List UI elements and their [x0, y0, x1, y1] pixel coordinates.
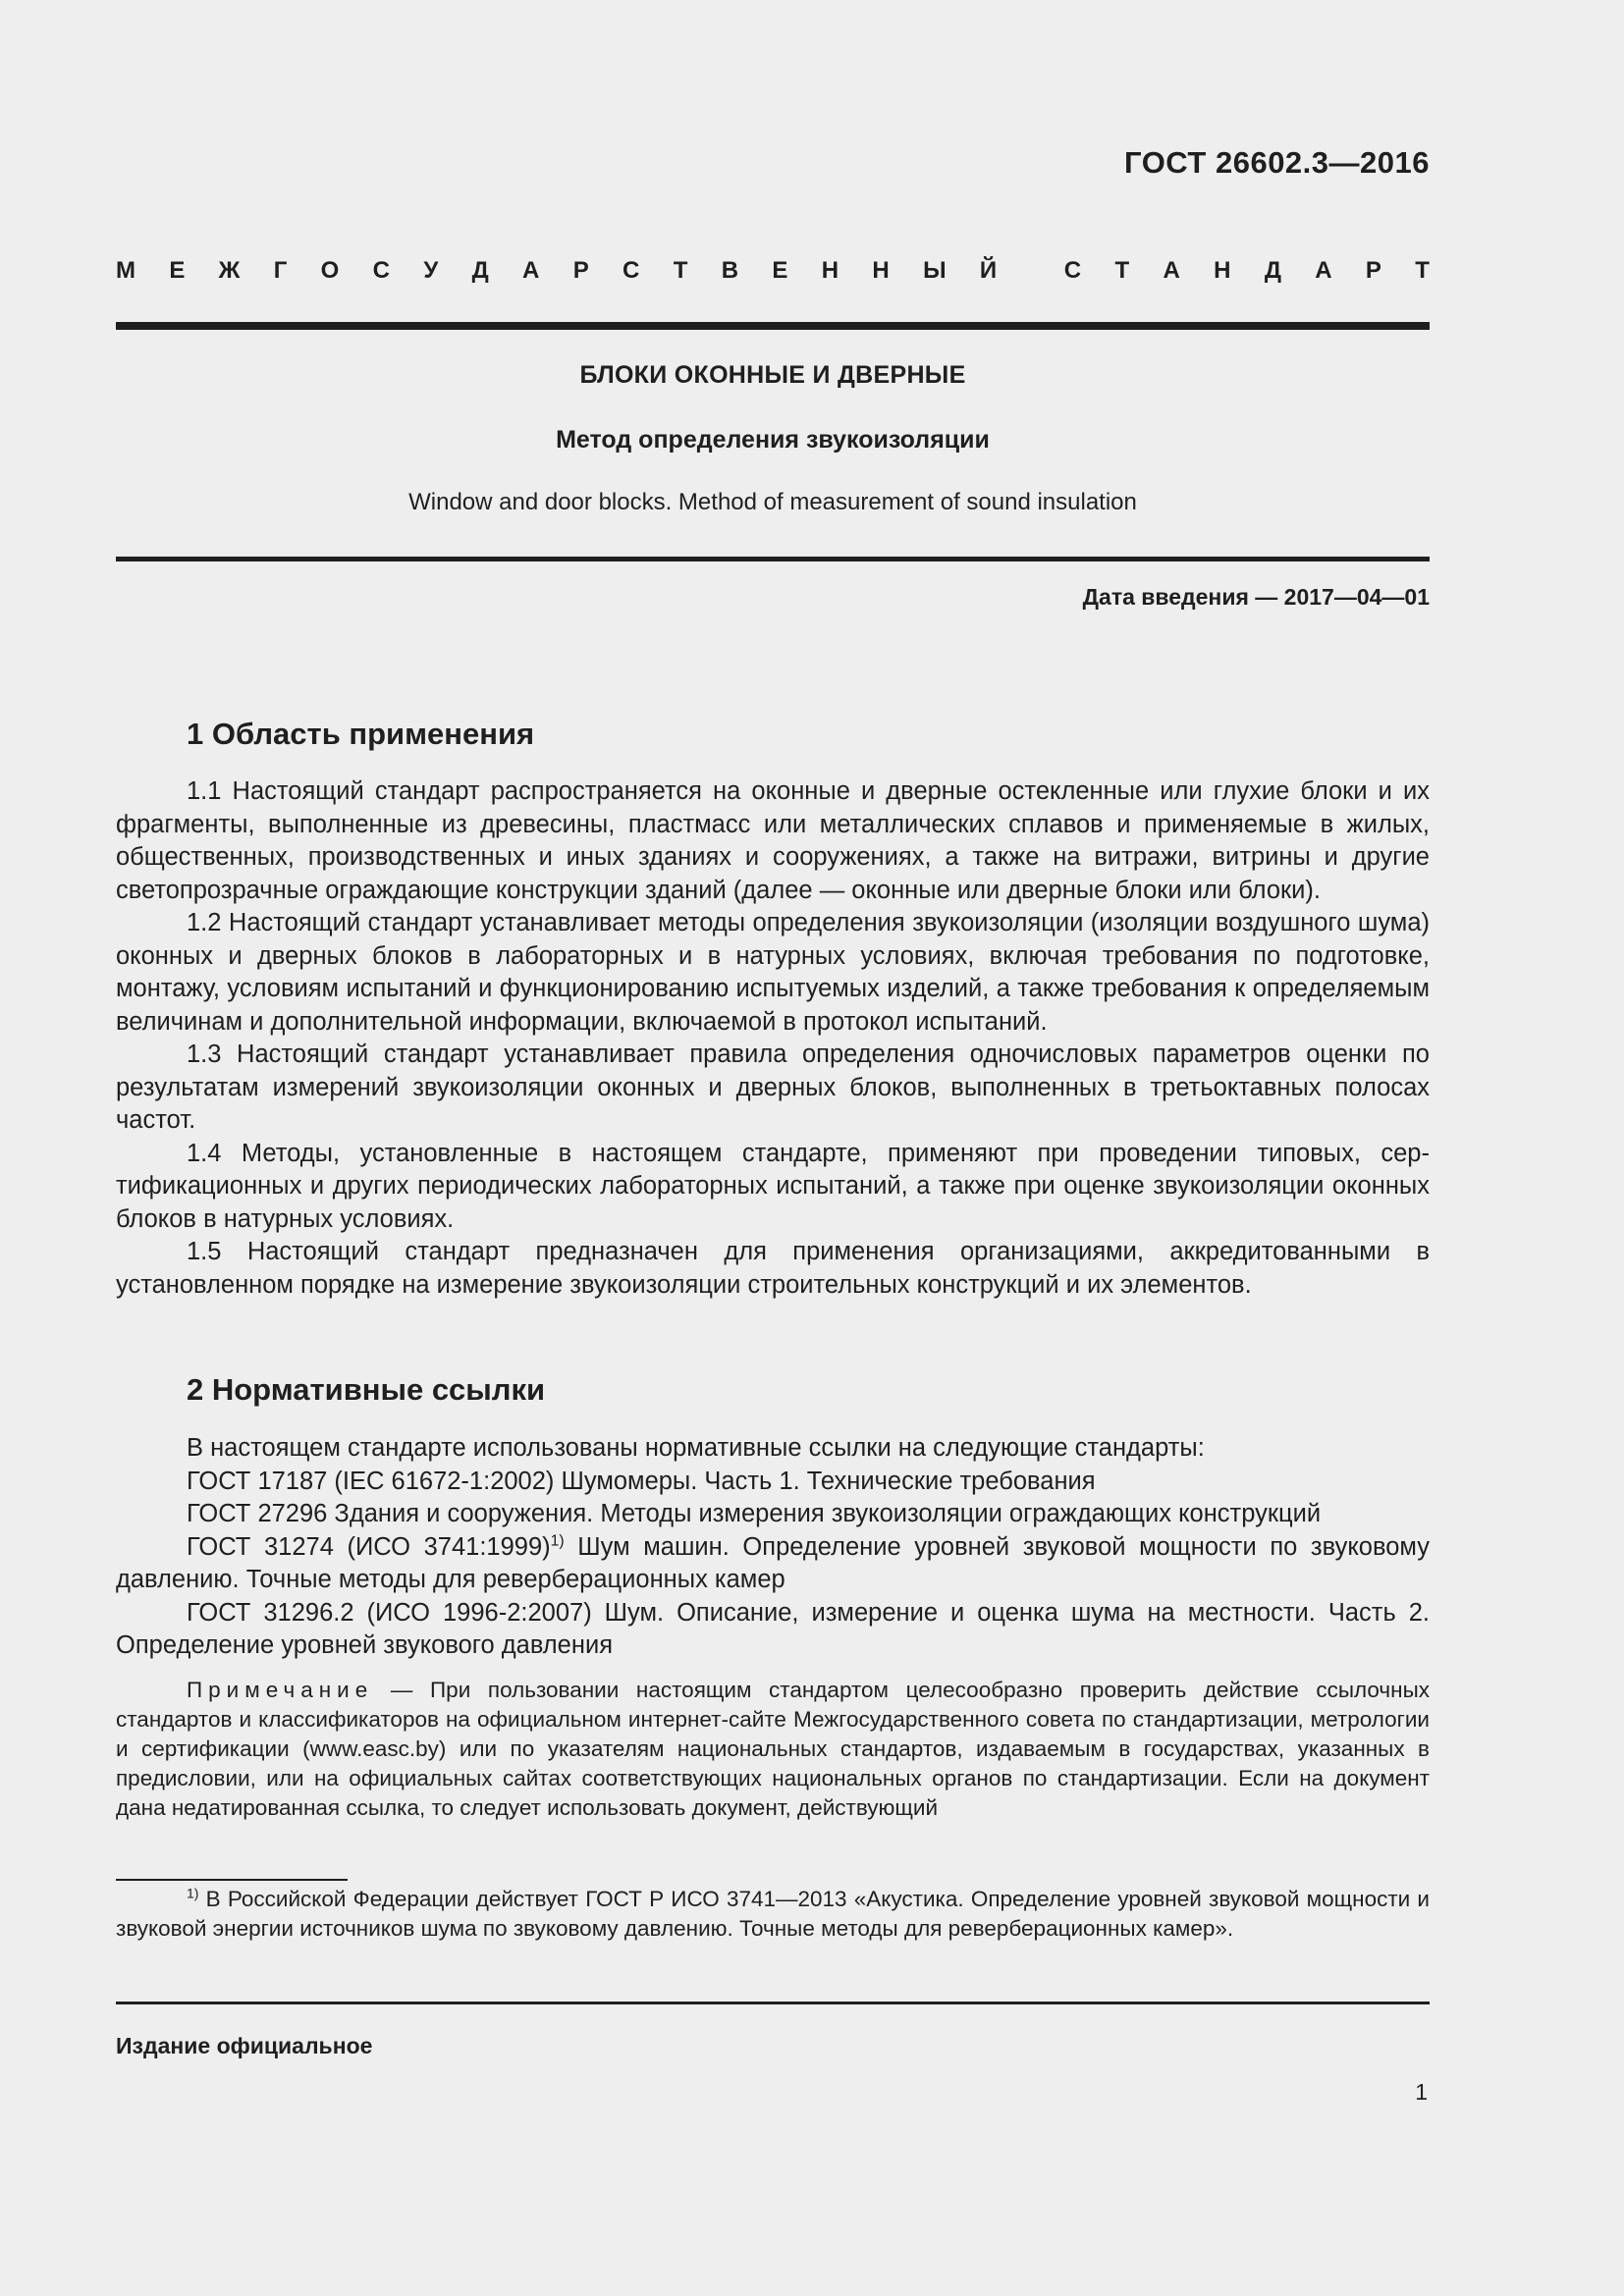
footnote [116, 1885, 1430, 1944]
heading-letter: М [116, 257, 135, 284]
heading-letter: Т [673, 257, 688, 284]
heading-letter: Ж [218, 257, 241, 284]
heading-letter: Р [1365, 257, 1381, 284]
paragraph-1-5: 1.5 Настоящий стандарт предназначен для применения организациями, аккредитованными в установленном порядке на измерение звукоизоляции строительных конструкций и их элементов. [116, 1238, 1430, 1299]
heading-letter: Д [471, 257, 489, 284]
standard-code: ГОСТ 26602.3—2016 [1124, 145, 1430, 180]
heading-letter: А [1315, 257, 1332, 284]
heading-letter: А [1163, 257, 1180, 284]
official-edition-label: Издание официальное [116, 2033, 373, 2058]
paragraph-1-2: 1.2 Настоящий стандарт устанавливает методы определения звукоизоляции (изоляции воздушного шума) оконных и дверных блоков в лабораторных и в натурных условиях, включая требования по подготовке, монтажу, условиям испытаний и функционированию испытуемых изделий, а также требования к определяемым величинам и дополнительной информации, включаемой в протокол испытаний. [116, 909, 1430, 1036]
paragraph-1-3: 1.3 Настоящий стандарт устанавливает правила определения одночисловых параметров оценки по результатам измерений звукоизоляции оконных и дверных блоков, выполненных в третьоктавных полосах частот. [116, 1041, 1430, 1134]
heading-letter: А [522, 257, 540, 284]
heading-letter: Н [821, 257, 839, 284]
section-1-heading: 1 Область применения [187, 717, 535, 751]
section-1-body [116, 775, 1430, 1302]
reference-gost-31296-2: ГОСТ 31296.2 (ИСО 1996-2:2007) Шум. Описание, измерение и оценка шума на местности. Часть 2. Определение уровней звукового давления [116, 1598, 1430, 1659]
heading-letter: Н [1214, 257, 1231, 284]
paragraph-1-1: 1.1 Настоящий стандарт распространяется на оконные и дверные остекленные или глухие блоки и их фрагменты, выполненные из древесины, пластмасс или металлических сплавов и применяемые в жилых, общественных, производственных и иных зданиях и сооружениях, а также на витражи, витрины и другие светопрозрачные ограждающие конструкции зданий (далее — оконные или дверные блоки или блоки). [116, 777, 1430, 904]
note [116, 1676, 1430, 1823]
document-title: БЛОКИ ОКОННЫЕ И ДВЕРНЫЕ [579, 361, 966, 389]
footnote-ref-mark: 1) [550, 1532, 565, 1549]
reference-gost-17187: ГОСТ 17187 (IEC 61672-1:2002) Шумомеры. Часть 1. Технические требования [187, 1467, 1096, 1495]
reference-gost-27296: ГОСТ 27296 Здания и сооружения. Методы измерения звукоизоляции ограждающих конструкций [187, 1500, 1322, 1527]
section-2-heading: 2 Нормативные ссылки [187, 1372, 546, 1407]
heading-letter: Т [1114, 257, 1130, 284]
paragraph-1-4: 1.4 Методы, установленные в настоящем стандарте, применяют при проведении типовых, сертификационных и других периодических лабораторных испытаний, а также при оценке звукоизоляции оконных блоков в натурных условиях. [116, 1139, 1430, 1233]
heading-letter: Е [169, 257, 186, 284]
heading-letter: С [372, 257, 390, 284]
references-intro: В настоящем стандарте использованы нормативные ссылки на следующие стандарты: [187, 1434, 1205, 1462]
document-subtitle: Метод определения звукоизоляции [556, 426, 990, 454]
heading-letter: У [423, 257, 439, 284]
heading-letter: В [721, 257, 739, 284]
effective-date: Дата введения — 2017—04—01 [1082, 584, 1430, 610]
section-2-body [116, 1432, 1430, 1663]
heading-letter: Р [572, 257, 589, 284]
heading-letter: Т [1415, 257, 1430, 284]
footnote-text: В Российской Федерации действует ГОСТ Р ИСО 3741—2013 «Акустика. Определение уровней звуковой мощности и звуковой энергии источников шума по звуковому давлению. Точные методы для реверберационных камер». [116, 1887, 1430, 1941]
footnote-mark: 1) [187, 1885, 199, 1901]
footer-rule [116, 2002, 1430, 2004]
heading-letter: Г [273, 257, 288, 284]
heading-letter: С [623, 257, 640, 284]
note-text: — При пользовании настоящим стандартом целесообразно проверить действие ссылочных стандартов и классификаторов на официальном интернет-сайте Межгосударственного совета по стандартизации, метрологии и сертификации (www.easc.by) или по указателям национальных стандартов, издаваемым в государствах, указанных в предисловии, или на официальных сайтах соответствующих национальных органов по стандартизации. Если на документ дана недатированная ссылка, то следует использовать документ, действующий [116, 1678, 1430, 1820]
heading-letter: Н [872, 257, 890, 284]
note-label: Примечание [187, 1678, 374, 1702]
reference-gost-31274-code: ГОСТ 31274 (ИСО 3741:1999) [187, 1532, 551, 1561]
reference-gost-31274 [116, 1531, 1430, 1597]
heading-letter: С [1063, 257, 1082, 284]
heading-letter: О [320, 257, 340, 284]
heading-letter: Д [1264, 257, 1281, 284]
heading-letter: Ы [923, 257, 947, 284]
footnote-separator [116, 1879, 348, 1881]
page-number: 1 [1415, 2079, 1428, 2105]
title-bottom-rule [116, 557, 1430, 561]
heading-letter: Е [772, 257, 788, 284]
top-rule [116, 322, 1430, 330]
heading-letter: Й [979, 257, 998, 284]
document-title-en: Window and door blocks. Method of measurement of sound insulation [408, 489, 1137, 515]
reference-gost-31274-title: Шум машин. Определение уровней звуковой мощности по звуковому давлению. Точные методы для реверберационных камер [116, 1532, 1430, 1593]
standard-type-heading [116, 257, 1430, 285]
